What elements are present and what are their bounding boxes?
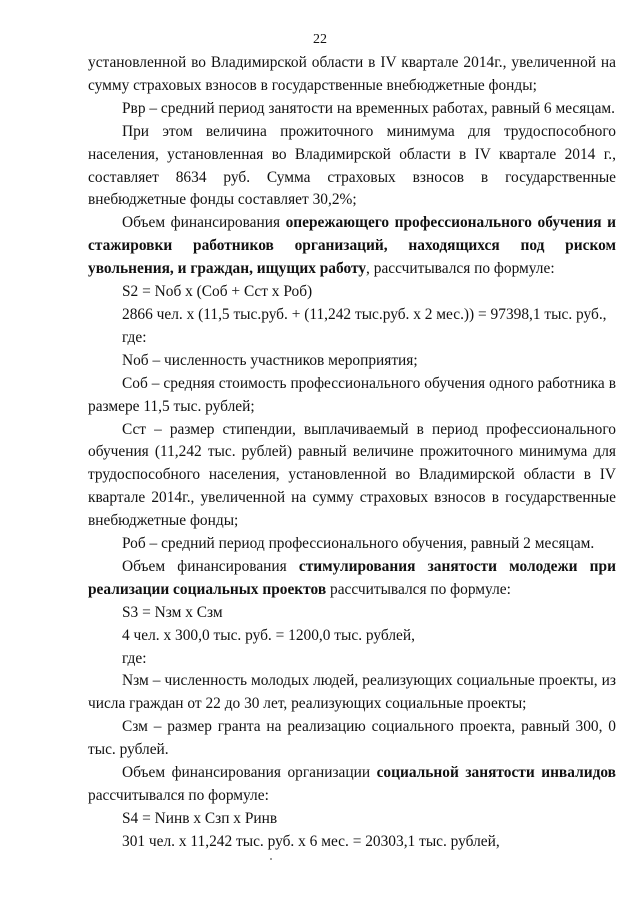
paragraph-financing-youth [88,556,616,602]
paragraph-financing-training [88,212,616,281]
where-label: где: [122,328,147,346]
definition-nzm: Nзм – численность молодых людей, реализующих социальные проекты, из числа граждан от 22 до 30 лет, реализующих социальные проекты; [88,672,616,713]
paragraph-subsistence-minimum: При этом величина прожиточного минимума для трудоспособного населения, установленная во Владимирской области в IV квартале 2014 г., составляет 8634 руб. Сумма страховых взносов в государственные внебюджетные фонды составляет 30,2%; [88,122,616,209]
page-number: 22 [313,32,327,47]
where-label: где: [122,649,147,667]
paragraph-financing-disabled [88,762,616,808]
text-run: Объем финансирования организации [122,764,377,782]
text-run: Объем финансирования [122,557,299,575]
text-run: рассчитывался по формуле: [88,787,269,804]
text-run: рассчитывался по формуле: [326,580,511,598]
text-run: , рассчитывался по формуле: [366,260,555,278]
formula-s4: S4 = Nинв х Сзп х Ринв [122,809,278,827]
definition-sob: Соб – средняя стоимость профессионального обучения одного работника в размере 11,5 тыс. рублей; [88,374,616,415]
scan-speck [270,858,272,860]
bold-text-run: социальной занятости инвалидов [376,764,616,782]
formula-s3: S3 = Nзм х Сзм [122,603,223,621]
definition-nob: Nоб – численность участников мероприятия; [122,351,418,369]
body-text [88,52,616,854]
bold-text-run: стимулирования занятости молодежи при реализации социальных проектов [88,557,616,598]
calculation-s3: 4 чел. х 300,0 тыс. руб. = 1200,0 тыс. рублей, [122,626,415,644]
definition-prvr: Рвр – средний период занятости на временных работах, равный 6 месяцам. [122,99,615,117]
bold-text-run: опережающего профессионального обучения и стажировки работников организаций, находящихся под риском увольнения, и граждан, ищущих работу [88,214,616,278]
calculation-s4: 301 чел. х 11,242 тыс. руб. х 6 мес. = 20303,1 тыс. рублей, [122,832,500,850]
definition-szm: Сзм – размер гранта на реализацию социального проекта, равный 300, 0 тыс. рублей. [88,718,616,759]
definition-rob: Роб – средний период профессионального обучения, равный 2 месяцам. [122,535,595,553]
calculation-s2: 2866 чел. х (11,5 тыс.руб. + (11,242 тыс.руб. х 2 мес.)) = 97398,1 тыс. руб., [122,305,607,323]
text-run: Объем финансирования [122,214,286,232]
definition-sst: Сст – размер стипендии, выплачиваемый в период профессионального обучения (11,242 тыс. рублей) равный величине прожиточного минимума для трудоспособного населения, установленной во Владимирской области в IV квартале 2014г., увеличенной на сумму страховых взносов в государственные внебюджетные фонды; [88,420,616,530]
formula-s2: S2 = Nоб х (Соб + Сст х Роб) [122,283,313,301]
paragraph-continuation: установленной во Владимирской области в IV квартале 2014г., увеличенной на сумму страховых взносов в государственные внебюджетные фонды; [88,54,616,94]
